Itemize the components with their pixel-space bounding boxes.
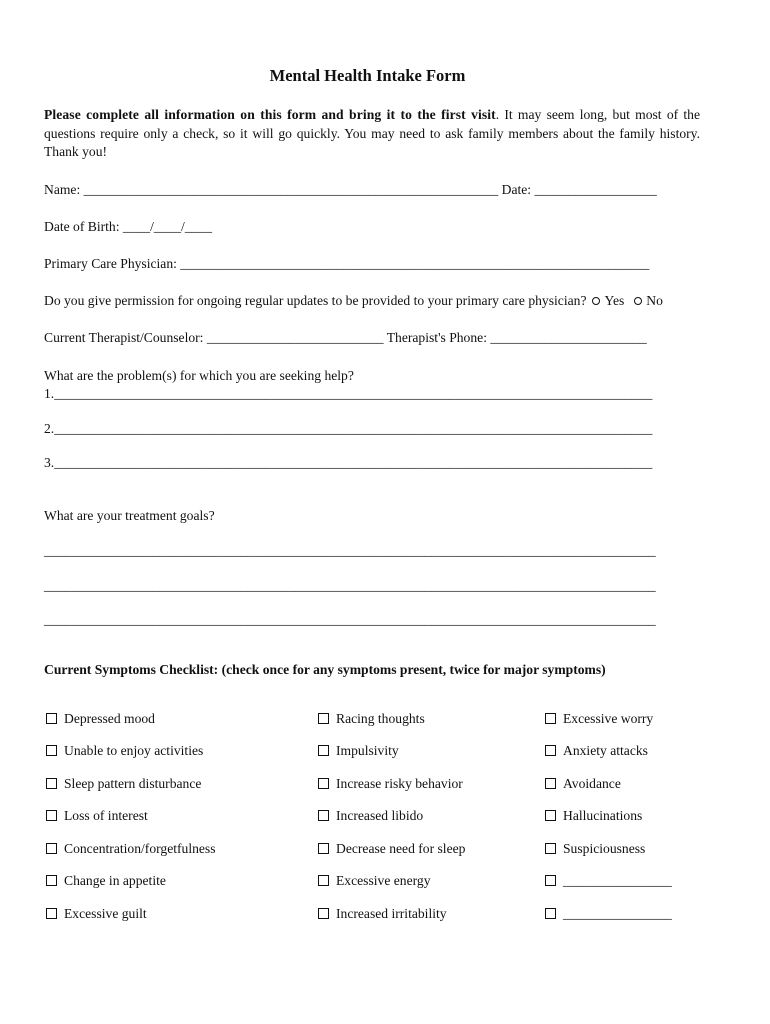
symptom-item <box>318 775 463 793</box>
symptom-checkbox[interactable] <box>545 713 556 724</box>
permission-no-label: No <box>646 293 663 308</box>
symptom-item <box>46 742 203 760</box>
permission-yes-radio[interactable] <box>592 297 600 305</box>
symptom-label: Sleep pattern disturbance <box>64 776 202 791</box>
permission-yes-label: Yes <box>604 293 625 308</box>
problem-line-3[interactable]: 3.________________________________________________________________________________________ <box>44 455 653 470</box>
name-field[interactable]: _____________________________________________________________ <box>83 182 499 197</box>
goal-line-1[interactable]: __________________________________________________________________________________________ <box>44 543 656 558</box>
symptom-label: Decrease need for sleep <box>336 841 466 856</box>
symptom-label: Anxiety attacks <box>563 743 648 758</box>
symptom-label: Excessive energy <box>336 873 431 888</box>
therapist-row <box>44 329 647 347</box>
goals-question: What are your treatment goals? <box>44 508 215 523</box>
goal-line-3[interactable]: __________________________________________________________________________________________ <box>44 612 656 627</box>
problems-question: What are the problem(s) for which you are seeking help? <box>44 368 354 383</box>
symptom-label: Depressed mood <box>64 711 155 726</box>
other-symptom-field[interactable]: ________________ <box>563 906 672 921</box>
symptom-checkbox[interactable] <box>318 810 329 821</box>
symptom-checkbox[interactable] <box>318 843 329 854</box>
symptom-item <box>545 710 653 728</box>
permission-row <box>44 292 663 310</box>
symptom-item <box>545 840 645 858</box>
symptom-label: Loss of interest <box>64 808 148 823</box>
symptom-label: Unable to enjoy activities <box>64 743 204 758</box>
symptom-label: Increase risky behavior <box>336 776 463 791</box>
symptom-item <box>46 807 148 825</box>
symptom-item <box>318 742 399 760</box>
symptom-checkbox[interactable] <box>46 810 57 821</box>
symptom-label: Suspiciousness <box>563 841 646 856</box>
symptom-label: Hallucinations <box>563 808 643 823</box>
symptom-label: Impulsivity <box>336 743 399 758</box>
symptom-item <box>318 807 423 825</box>
symptom-item <box>545 775 621 793</box>
pcp-row <box>44 255 649 273</box>
symptom-checkbox[interactable] <box>46 778 57 789</box>
symptom-checkbox[interactable] <box>318 908 329 919</box>
other-symptom-field[interactable]: ________________ <box>563 873 672 888</box>
symptom-label: Increased irritability <box>336 906 447 921</box>
symptom-checkbox[interactable] <box>46 745 57 756</box>
therapist-field[interactable]: __________________________ <box>206 330 384 345</box>
symptom-checkbox[interactable] <box>46 713 57 724</box>
problem-line-1[interactable]: 1.________________________________________________________________________________________ <box>44 386 653 401</box>
name-label: Name: <box>44 182 84 197</box>
symptom-checkbox[interactable] <box>318 875 329 886</box>
permission-no-radio[interactable] <box>634 297 642 305</box>
symptom-checkbox[interactable] <box>545 778 556 789</box>
symptom-checkbox[interactable] <box>545 875 556 886</box>
symptom-item <box>46 775 201 793</box>
symptom-checkbox[interactable] <box>545 843 556 854</box>
symptom-item <box>545 742 648 760</box>
symptom-label: Avoidance <box>563 776 621 791</box>
symptom-label: Increased libido <box>336 808 424 823</box>
problem-line-2[interactable]: 2.________________________________________________________________________________________ <box>44 421 653 436</box>
symptom-item <box>545 905 672 923</box>
symptom-label: Change in appetite <box>64 873 166 888</box>
symptom-checkbox[interactable] <box>46 843 57 854</box>
symptom-checkbox[interactable] <box>545 908 556 919</box>
symptom-item <box>46 840 216 858</box>
symptom-checkbox[interactable] <box>318 713 329 724</box>
form-instructions <box>44 106 700 162</box>
symptom-label: Racing thoughts <box>336 711 425 726</box>
symptom-item <box>318 840 465 858</box>
therapist-label: Current Therapist/Counselor: <box>44 330 207 345</box>
form-title: Mental Health Intake Form <box>269 66 466 85</box>
dob-row <box>44 218 212 236</box>
pcp-field[interactable]: _____________________________________________________________________ <box>180 256 650 271</box>
symptom-item <box>545 872 672 890</box>
permission-question: Do you give permission for ongoing regular updates to be provided to your primary care physician? <box>44 293 587 308</box>
symptom-item <box>46 710 155 728</box>
symptom-item <box>46 872 166 890</box>
instructions-bold: Please complete all information on this form and bring it to the first visit <box>44 107 496 122</box>
symptom-checkbox[interactable] <box>318 745 329 756</box>
therapist-phone-field[interactable]: _______________________ <box>490 330 647 345</box>
therapist-phone-label: Therapist's Phone: <box>383 330 491 345</box>
symptom-checkbox[interactable] <box>46 875 57 886</box>
symptom-item <box>318 710 425 728</box>
symptom-checkbox[interactable] <box>46 908 57 919</box>
name-row <box>44 181 657 199</box>
symptom-item <box>46 905 147 923</box>
symptom-checkbox[interactable] <box>318 778 329 789</box>
pcp-label: Primary Care Physician: <box>44 256 181 271</box>
dob-field[interactable]: ____/____/____ <box>122 219 213 234</box>
dob-label: Date of Birth: <box>44 219 123 234</box>
symptom-label: Excessive worry <box>563 711 654 726</box>
symptom-item <box>545 807 642 825</box>
symptom-item <box>318 872 431 890</box>
date-field[interactable]: __________________ <box>534 182 657 197</box>
goal-line-2[interactable]: __________________________________________________________________________________________ <box>44 578 656 593</box>
date-label: Date: <box>498 182 535 197</box>
symptoms-heading: Current Symptoms Checklist: (check once for any symptoms present, twice for major symptoms) <box>44 662 606 677</box>
instructions-text: . It may seem long, but most of the questions require only a check, so it will go quickly. You may need to ask family members about the family history. Thank you! <box>44 107 700 159</box>
symptom-item <box>318 905 447 923</box>
symptom-checkbox[interactable] <box>545 810 556 821</box>
symptom-label: Concentration/forgetfulness <box>64 841 216 856</box>
symptom-label: Excessive guilt <box>64 906 147 921</box>
symptom-checkbox[interactable] <box>545 745 556 756</box>
